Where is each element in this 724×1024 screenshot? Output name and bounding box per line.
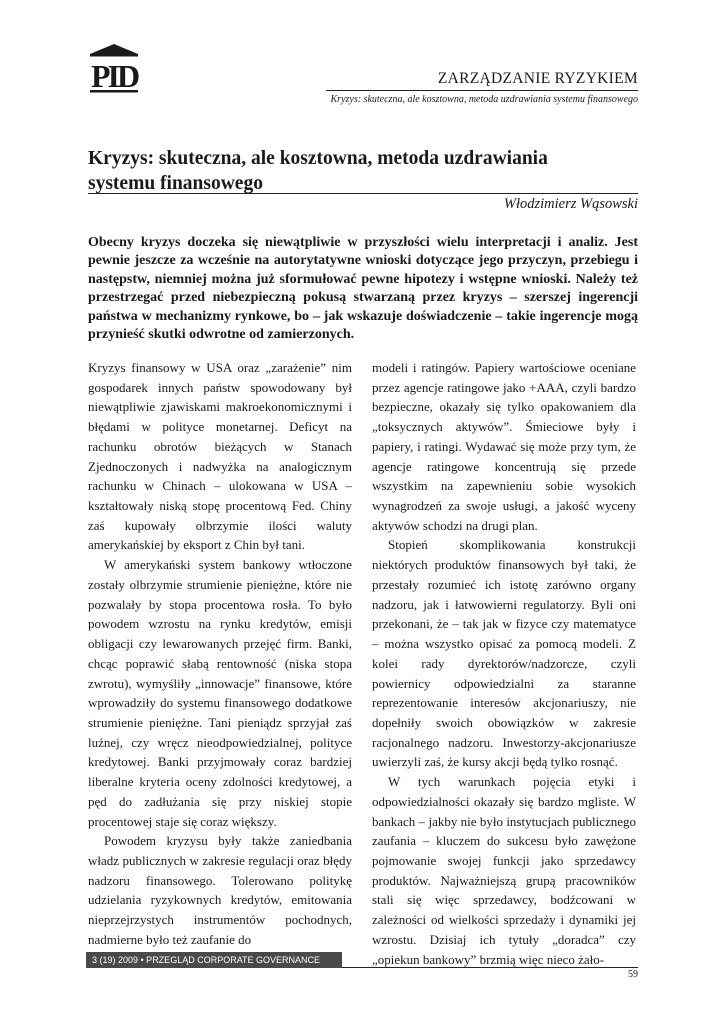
paragraph: W amerykański system bankowy wtłoczone zostały olbrzymie strumienie pieniężne, które nie pozwalały by stopa procentowa rosła. To było powodem wzrostu na rynku kredytów, emisji obligacji czy lewarowanych przejęć firm. Banki, chcąc poprawić słabą rentowność (niska stopa zwrotu), wymyśliły „innowacje” finansowe, które wprowadziły do systemu finansowego dodatkowe strumienie pieniężne. Tani pieniądz sprzyjał zaś luźnej, czy wręcz nieodpowiedzialnej, polityce kredytowej. Banki przyjmowały coraz bardziej liberalne kryteria oceny zdolności kredytowej, a pęd do zadłużania się przy niskiej stopie procentowej staje się coraz większy. bbox=[88, 557, 352, 829]
journal-footer: 3 (19) 2009 • PRZEGLĄD CORPORATE GOVERNANCE bbox=[86, 952, 342, 968]
paragraph: Powodem kryzysu były także zaniedbania władz publicznych w zakresie regulacji oraz błędy nadzoru finansowego. Tolerowano politykę udzielania ryzykownych kredytów, emitowania nieprzejrzystych instrumentów pochodnych, nadmierne było też zaufanie do bbox=[88, 833, 352, 947]
paragraph: Kryzys finansowy w USA oraz „zarażenie” nim gospodarek innych państw spowodowany był niewątpliwie zjawiskami makroekonomicznymi i błędami w polityce monetarnej. Deficyt na rachunku obrotów bieżących w Stanach Zjednoczonych i nadwyżka na analogicznym rachunku w Chinach – ulokowana w USA – kształtowały niską stopę procentową Fed. Chiny zaś kupowały olbrzymie ilości waluty amerykańskiej by eksport z Chin był tani. bbox=[88, 360, 352, 553]
section-title: ZARZĄDZANIE RYZYKIEM bbox=[437, 70, 638, 87]
paragraph: Stopień skomplikowania konstrukcji niektórych produktów finansowych był taki, że przestały rozumieć ich istotę zarówno organy nadzoru, jak i łatwowierni regulatorzy. Byli oni przekonani, że – tak jak w fizyce czy matematyce – można wszystko opisać za pomocą modeli. Z kolei rady dyrektorów/nadzorcze, czyli powiernicy odpowiedzialni za staranne reprezentowanie interesów akcjonariuszy, nie dopełniły swoich obowiązków w zakresie racjonalnego nadzoru. Inwestorzy-akcjonariusze uwierzyli zaś, że kursy akcji będą tylko rosnąć. bbox=[372, 537, 636, 770]
page-number: 59 bbox=[628, 969, 638, 980]
publisher-logo-icon bbox=[88, 42, 140, 94]
abstract: Obecny kryzys doczeka się niewątpliwie w przyszłości wielu interpretacji i analiz. Jest pewnie jeszcze za wcześnie na autorytatywne wnioski dotyczące jego przyczyn, przebiegu i następstw, niemniej można już sformułować pewne hipotezy i wstępne wnioski. Należy też przestrzegać przed niebezpieczną pokusą stwarzaną przez kryzys – szerszej ingerencji państwa w mechanizmy rynkowe, bo – jak wskazuje doświadczenie – takie ingerencje mogą przynieść skutki odwrotne od zamierzonych. bbox=[88, 235, 638, 343]
logo-text: PID bbox=[90, 58, 138, 94]
article-title: Kryzys: skuteczna, ale kosztowna, metoda uzdrawiania systemu finansowego bbox=[88, 148, 548, 194]
running-head: Kryzys: skuteczna, ale kosztowna, metoda uzdrawiania systemu finansowego bbox=[330, 94, 638, 105]
paragraph: W tych warunkach pojęcia etyki i odpowiedzialności okazały się bardzo mgliste. W bankach – jakby nie było instytucjach publicznego zaufania – kluczem do sukcesu było zawężone pojmowanie swojej funkcji jako sprzedawcy produktów. Najważniejszą grupą pracowników stali się więc sprzedawcy, bodźcowani w zależności od wielkości sprzedaży i dynamiki jej wzrostu. Dzisiaj ich tytuły „doradca” czy „opiekun bankowy” brzmią więc nieco żało- bbox=[372, 774, 636, 967]
left-column bbox=[88, 358, 352, 950]
author-name: Włodzimierz Wąsowski bbox=[503, 196, 638, 212]
footer-rule bbox=[342, 967, 638, 968]
title-rule bbox=[88, 193, 638, 194]
paragraph: modeli i ratingów. Papiery wartościowe oceniane przez agencje ratingowe jako +AAA, czyli bardzo bezpieczne, okazały się tylko opakowaniem dla „toksycznych aktywów”. Śmieciowe były i papiery, i ratingi. Wydawać się może przy tym, że agencje ratingowe koncentrują się przede wszystkim na zapewnieniu sobie wysokich wynagrodzeń za swoje usługi, a jakość wyceny aktywów schodzi na drugi plan. bbox=[372, 360, 636, 533]
right-column bbox=[372, 358, 636, 969]
header-rule bbox=[326, 90, 638, 91]
